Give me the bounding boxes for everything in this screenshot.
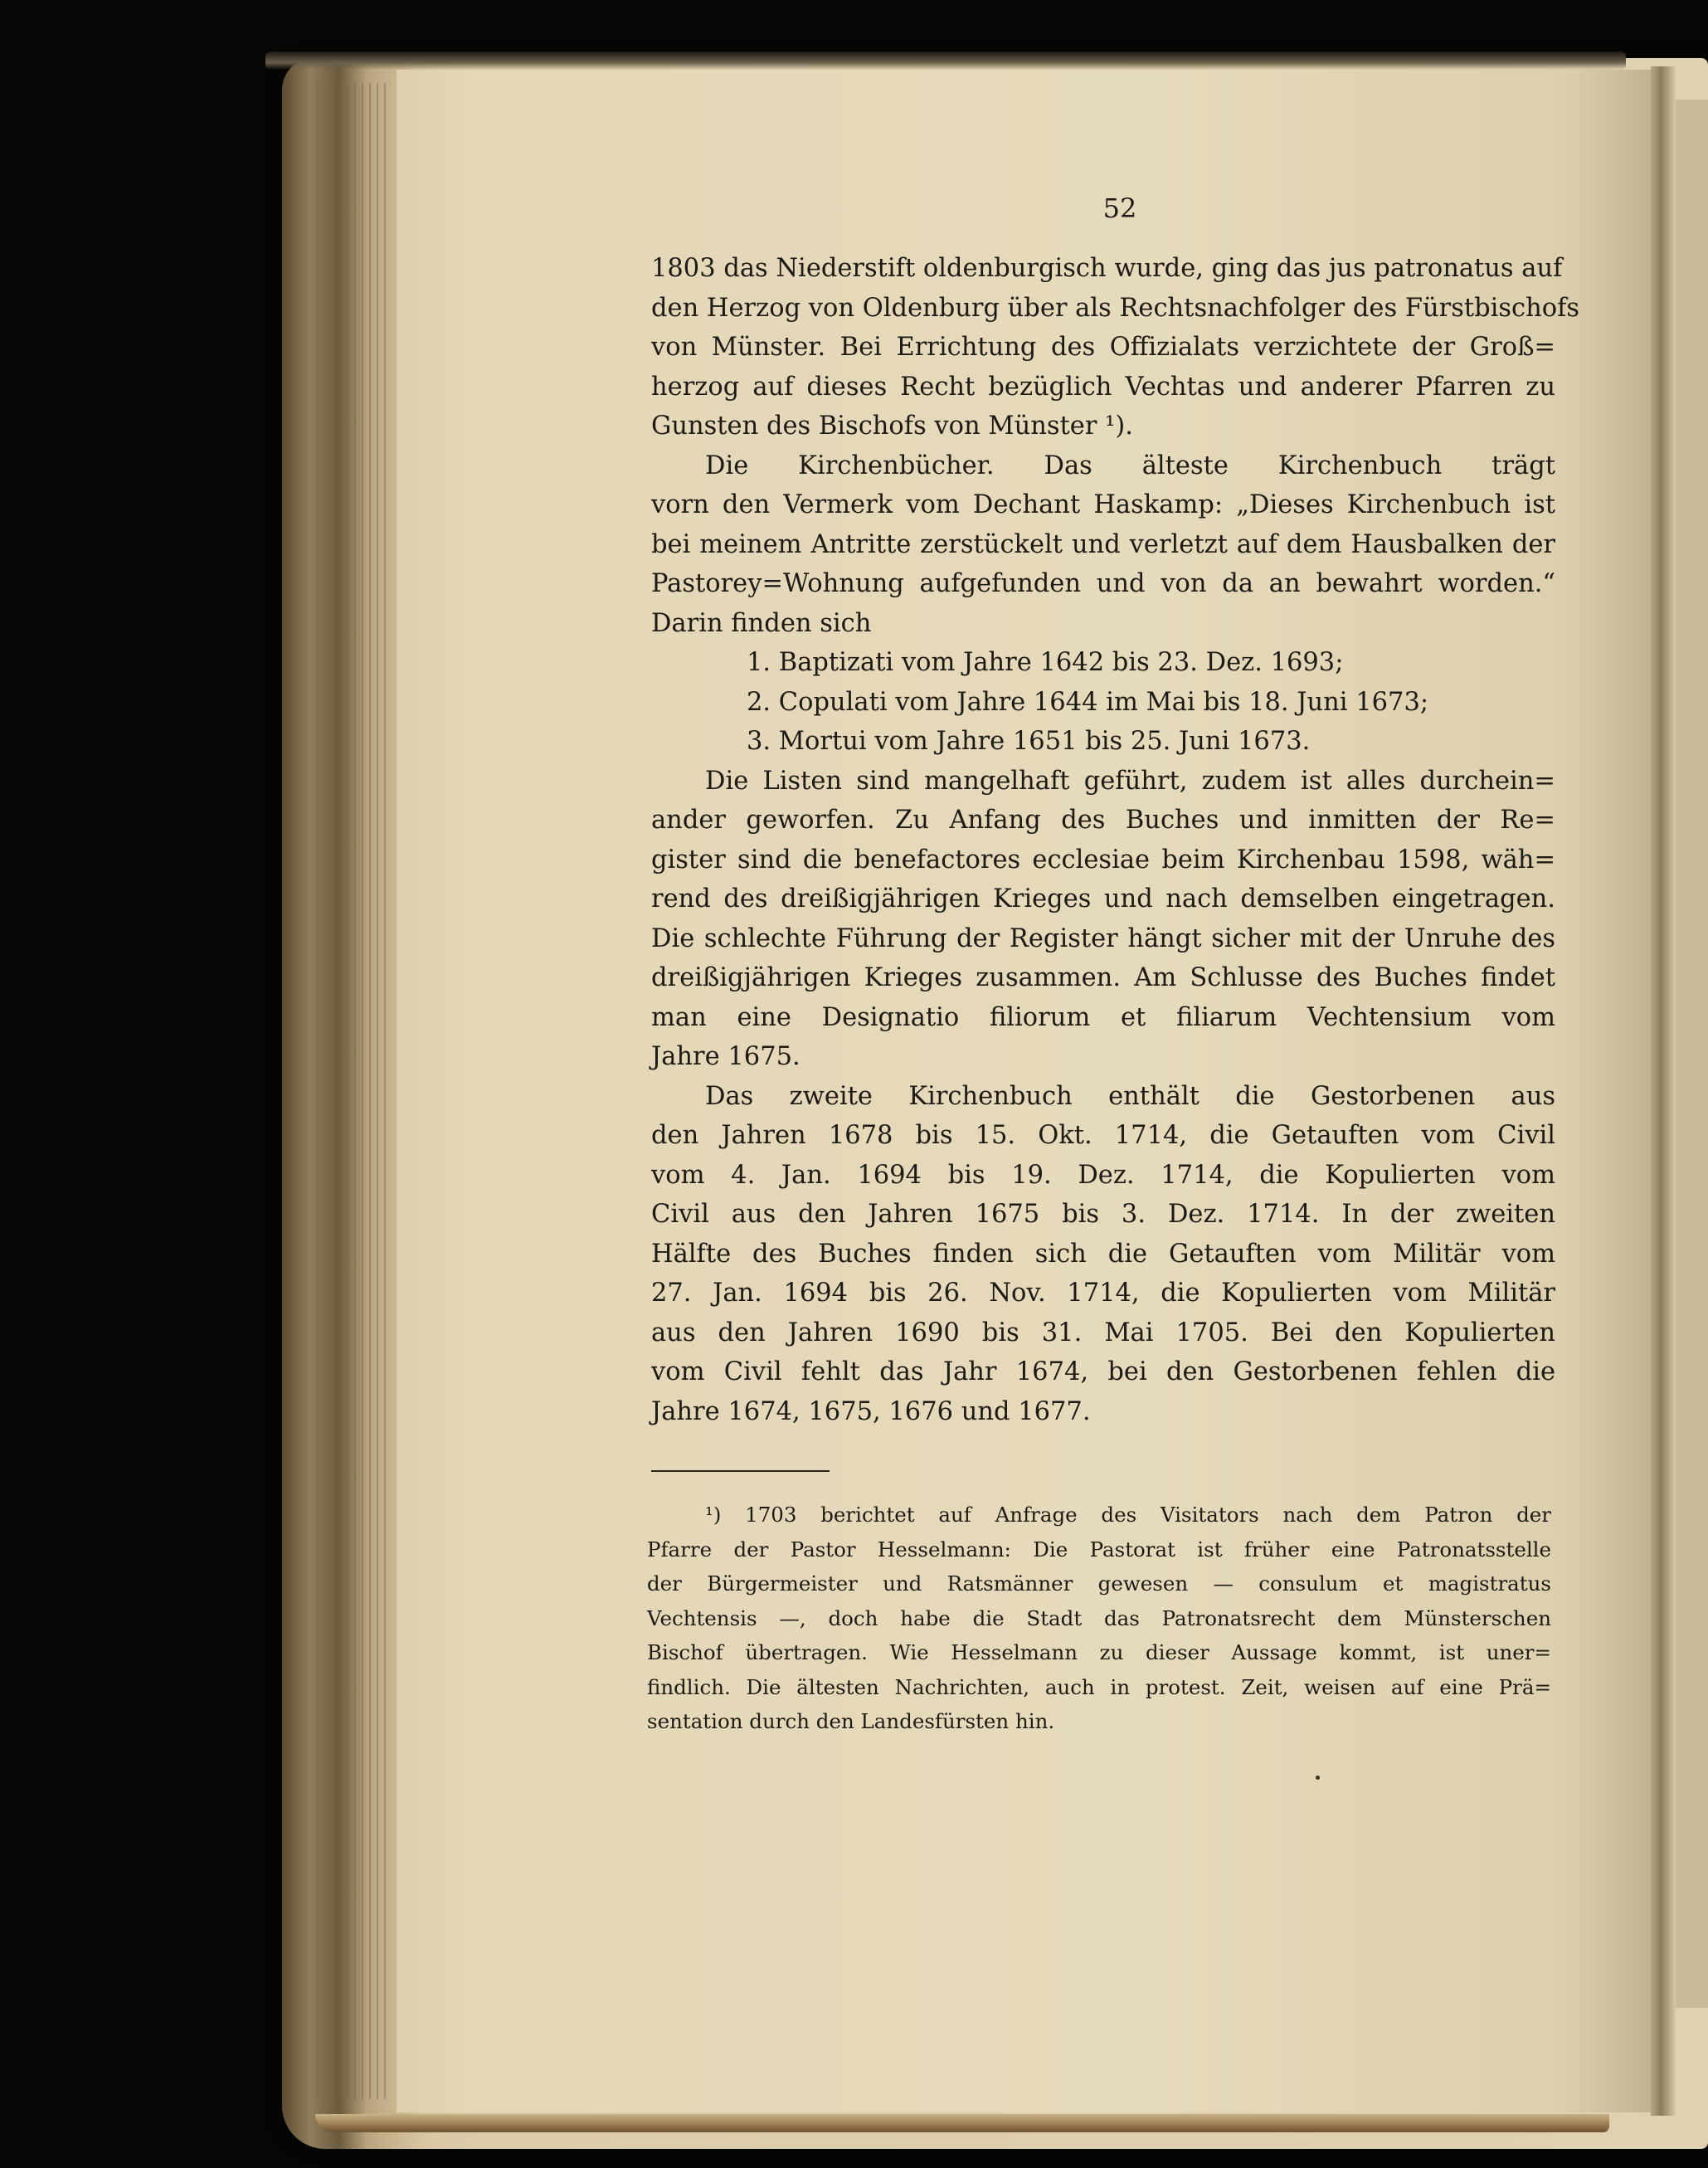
main-text — [651, 249, 1580, 1431]
text-line: Jahre 1674, 1675, 1676 und 1677. — [651, 1396, 1091, 1426]
text-line: Die Listen sind mangelhaft geführt, zudem ist alles durchein= — [705, 766, 1555, 796]
text-line: rend des dreißigjährigen Krieges und nach demselben eingetragen. — [651, 884, 1555, 913]
top-edge-shadow — [265, 51, 1626, 70]
section-heading-line: Die Kirchenbücher. Das älteste Kirchenbuch trägt — [705, 451, 1555, 480]
text-line: vom 4. Jan. 1694 bis 19. Dez. 1714, die Kopulierten vom — [651, 1160, 1555, 1190]
text-line: herzog auf dieses Recht bezüglich Vechtas und anderer Pfarren zu — [651, 372, 1555, 402]
text-line: Pastorey=Wohnung aufgefunden und von da an bewahrt worden.“ — [651, 569, 1555, 598]
text-line: gister sind die benefactores ecclesiae beim Kirchenbau 1598, wäh= — [651, 845, 1555, 875]
text-line: 27. Jan. 1694 bis 26. Nov. 1714, die Kopulierten vom Militär — [651, 1279, 1555, 1308]
text-line: bei meinem Antritte zerstückelt und verletzt auf dem Hausbalken der — [651, 529, 1555, 559]
footnote-line: Bischof übertragen. Wie Hesselmann zu dieser Aussage kommt, ist uner= — [647, 1640, 1551, 1664]
facing-page-edge — [1676, 100, 1708, 2008]
list-item: 1. Baptizati vom Jahre 1642 bis 23. Dez. 1693; — [747, 648, 1344, 677]
list-item: 3. Mortui vom Jahre 1651 bis 25. Juni 1673. — [747, 727, 1311, 756]
footnotes — [647, 1498, 1551, 1739]
text-line: Darin finden sich — [651, 608, 872, 638]
text-line: ander geworfen. Zu Anfang des Buches und inmitten der Re= — [651, 806, 1555, 835]
book-gutter — [1651, 66, 1676, 2116]
text-line: 1803 das Niederstift oldenburgisch wurde, ging das jus patronatus auf — [651, 254, 1563, 283]
footnote-divider — [651, 1470, 830, 1472]
text-line: Hälfte des Buches finden sich die Getauften vom Militär vom — [651, 1239, 1555, 1269]
text-line: den Herzog von Oldenburg über als Rechtsnachfolger des Fürstbischofs — [651, 293, 1580, 323]
text-line: Jahre 1675. — [651, 1042, 800, 1071]
text-line: Das zweite Kirchenbuch enthält die Gestorbenen aus — [705, 1081, 1555, 1111]
footnote-line: der Bürgermeister und Ratsmänner gewesen — consulum et magistratus — [647, 1571, 1551, 1596]
footnote-line: sentation durch den Landesfürsten hin. — [647, 1709, 1055, 1733]
text-line: den Jahren 1678 bis 15. Okt. 1714, die Getauften vom Civil — [651, 1121, 1555, 1150]
list-item: 2. Copulati vom Jahre 1644 im Mai bis 18. Juni 1673; — [747, 687, 1429, 717]
text-line: man eine Designatio filiorum et filiarum Vechtensium vom — [651, 1002, 1555, 1032]
page-edges — [317, 83, 392, 2099]
footnote-line: ¹) 1703 berichtet auf Anfrage des Visitators nach dem Patron der — [705, 1503, 1551, 1527]
text-line: Die schlechte Führung der Register hängt sicher mit der Unruhe des — [651, 923, 1555, 953]
text-line: aus den Jahren 1690 bis 31. Mai 1705. Bei den Kopulierten — [651, 1318, 1555, 1347]
text-line: dreißigjährigen Krieges zusammen. Am Schlusse des Buches findet — [651, 963, 1555, 992]
footnote-line: findlich. Die ältesten Nachrichten, auch in protest. Zeit, weisen auf eine Prä= — [647, 1674, 1551, 1699]
text-line: vorn den Vermerk vom Dechant Haskamp: „Dieses Kirchenbuch ist — [651, 490, 1555, 519]
bottom-book-edge — [315, 2114, 1609, 2132]
page-number: 52 — [1102, 192, 1137, 224]
text-line: Civil aus den Jahren 1675 bis 3. Dez. 1714. In der zweiten — [651, 1200, 1555, 1229]
ink-speck — [1316, 1776, 1320, 1780]
footnote-line: Pfarre der Pastor Hesselmann: Die Pastorat ist früher eine Patronatsstelle — [647, 1537, 1551, 1561]
text-line: Gunsten des Bischofs von Münster ¹). — [651, 412, 1133, 441]
footnote-line: Vechtensis —, doch habe die Stadt das Patronatsrecht dem Münsterschen — [647, 1605, 1551, 1630]
text-line: vom Civil fehlt das Jahr 1674, bei den Gestorbenen fehlen die — [651, 1357, 1555, 1386]
text-line: von Münster. Bei Errichtung des Offizialats verzichtete der Groß= — [651, 333, 1555, 362]
